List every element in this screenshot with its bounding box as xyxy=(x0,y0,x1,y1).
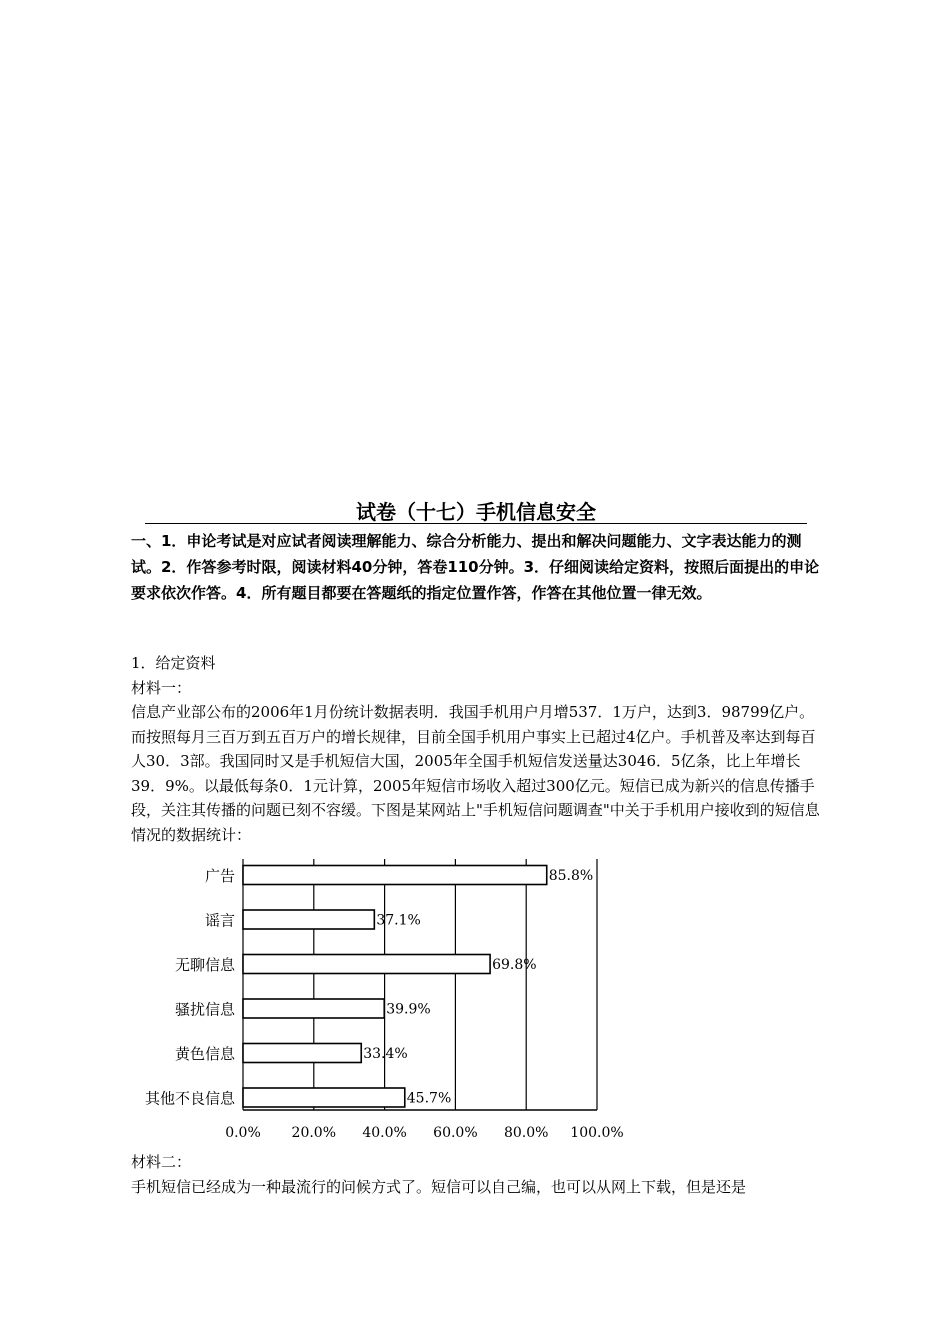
material-two-label: 材料二： xyxy=(131,1153,192,1171)
bar-value-label: 39.9% xyxy=(386,1001,431,1018)
bar-value-label: 69.8% xyxy=(492,957,537,973)
category-label: 无聊信息 xyxy=(174,956,235,974)
x-tick-label: 40.0% xyxy=(362,1125,407,1140)
document-title: 试卷（十七）手机信息安全 xyxy=(356,500,596,524)
bar xyxy=(243,999,384,1018)
material-one-section xyxy=(131,651,821,847)
sms-survey-bar-chart xyxy=(125,855,635,1140)
material-one-label: 材料一： xyxy=(131,678,192,697)
category-label: 黄色信息 xyxy=(174,1045,235,1063)
bar xyxy=(243,866,547,885)
category-label: 骚扰信息 xyxy=(174,1000,235,1019)
bar-value-label: 33.4% xyxy=(363,1046,408,1062)
exam-instructions: 一、1．申论考试是对应试者阅读理解能力、综合分析能力、提出和解决问题能力、文字表达能力的测试。2．作答参考时限，阅读材料40分钟，答卷110分钟。3．仔细阅读给定资料，按照后面提出的申论要求依次作答。4．所有题目都要在答题纸的指定位置作答，作答在其他位置一律无效。 xyxy=(131,532,820,602)
x-tick-label: 20.0% xyxy=(291,1125,337,1140)
bar xyxy=(243,1088,405,1107)
material-two-section xyxy=(131,1150,821,1199)
value-labels xyxy=(363,868,593,1107)
x-tick-labels xyxy=(225,1125,623,1140)
category-label: 谣言 xyxy=(204,911,235,930)
x-tick-label: 100.0% xyxy=(570,1125,624,1140)
bar-value-label: 45.7% xyxy=(406,1090,452,1107)
bar-value-label: 85.8% xyxy=(548,868,594,884)
material-one-text: 信息产业部公布的2006年1月份统计数据表明．我国手机用户月增537．1万户，达到3．98799亿户。而按照每月三百万到五百万户的增长规律，目前全国手机用户事实上已超过4亿户。手机普及率达到每百人30．3部。我国同时又是手机短信大国，2005年全国手机短信发送量达3046．5亿条，比上年增长39．9%。以最低每条0．1元计算，2005年短信市场收入超过300亿元。短信已成为新兴的信息传播手段，关注其传播的问题已刻不容缓。下图是某网站上"手机短信问题调查"中关于手机用户接收到的短信息情况的数据统计： xyxy=(131,703,820,844)
bars xyxy=(243,866,547,1108)
chart-grid xyxy=(243,859,597,1110)
category-labels xyxy=(145,867,236,1108)
bar xyxy=(243,1044,361,1063)
bar xyxy=(243,910,374,929)
x-tick-label: 60.0% xyxy=(433,1125,478,1140)
section-heading: 1．给定资料 xyxy=(131,654,216,672)
x-tick-label: 80.0% xyxy=(503,1125,549,1140)
material-two-text: 手机短信已经成为一种最流行的问候方式了。短信可以自己编，也可以从网上下载，但是还是 xyxy=(131,1177,747,1196)
category-label: 其他不良信息 xyxy=(144,1089,235,1108)
x-tick-label: 0.0% xyxy=(225,1125,261,1140)
bar-value-label: 37.1% xyxy=(376,912,421,929)
bar xyxy=(243,955,490,974)
title-rule xyxy=(145,523,807,524)
category-label: 广告 xyxy=(204,867,235,885)
